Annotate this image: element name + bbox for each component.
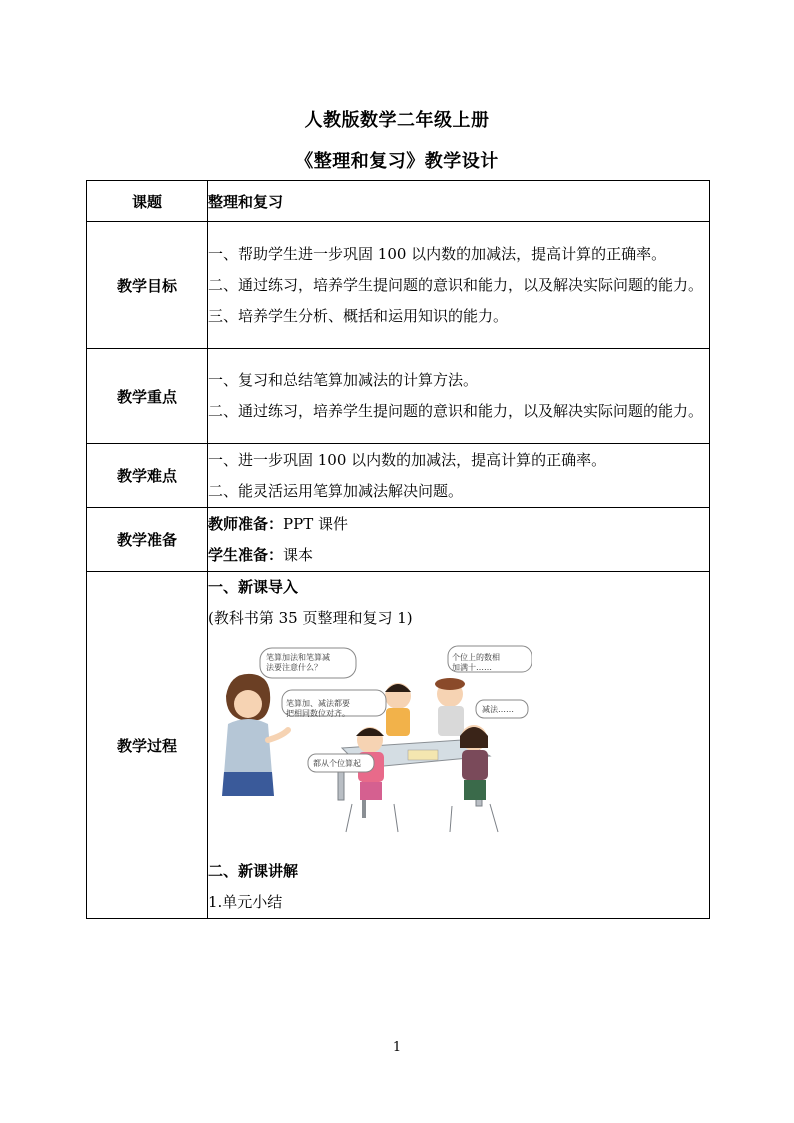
row-key-points bbox=[87, 349, 710, 444]
unit-summary-item: 1.单元小结 bbox=[208, 893, 283, 911]
classroom-illustration bbox=[212, 644, 532, 838]
teacher-figure-icon bbox=[222, 674, 288, 796]
value-key-points bbox=[208, 349, 710, 444]
label-preparation: 教学准备 bbox=[87, 508, 208, 572]
value-difficulties bbox=[208, 444, 710, 508]
label-process: 教学过程 bbox=[87, 572, 208, 919]
goal-line-2: 二、通过练习，培养学生提问题的意识和能力，以及解决实际问题的能力。 bbox=[208, 275, 704, 294]
student-preparation-value: 课本 bbox=[283, 545, 314, 564]
value-goals bbox=[208, 222, 710, 349]
student-preparation-label: 学生准备： bbox=[208, 545, 284, 564]
document-subtitle: 《整理和复习》教学设计 bbox=[295, 151, 499, 172]
lesson-plan-table bbox=[86, 180, 710, 919]
girl-bottom-bubble-text: 都从个位算起 bbox=[313, 759, 361, 768]
boy-bubble-text: 个位上的数相加满十…… bbox=[452, 653, 500, 672]
teacher-preparation-value: PPT 课件 bbox=[283, 514, 348, 533]
section-lecture-heading: 二、新课讲解 bbox=[208, 862, 299, 880]
teacher-preparation bbox=[208, 509, 709, 540]
girl-right-bubble-text: 减法…… bbox=[482, 705, 514, 714]
row-preparation bbox=[87, 508, 710, 572]
key-point-line-1: 一、复习和总结笔算加减法的计算方法。 bbox=[208, 371, 479, 389]
goal-line-3: 三、培养学生分析、概括和运用知识的能力。 bbox=[208, 306, 509, 325]
teacher-preparation-label: 教师准备： bbox=[208, 514, 284, 533]
label-difficulties: 教学难点 bbox=[87, 444, 208, 508]
difficulty-line-2: 二、能灵活运用笔算加减法解决问题。 bbox=[208, 481, 464, 500]
difficulty-line-1: 一、进一步巩固 100 以内数的加减法，提高计算的正确率。 bbox=[208, 450, 607, 469]
key-point-line-2: 二、通过练习，培养学生提问题的意识和能力，以及解决实际问题的能力。 bbox=[208, 402, 704, 420]
textbook-reference: (教科书第 35 页整理和复习 1) bbox=[208, 609, 413, 627]
label-goals: 教学目标 bbox=[87, 222, 208, 349]
student-preparation bbox=[208, 540, 709, 571]
page-number: 1 bbox=[392, 1040, 402, 1055]
label-topic: 课题 bbox=[87, 181, 208, 222]
section-intro-heading: 一、新课导入 bbox=[208, 578, 299, 596]
row-process bbox=[87, 572, 710, 919]
value-process bbox=[208, 572, 710, 919]
row-difficulties bbox=[87, 444, 710, 508]
row-goals bbox=[87, 222, 710, 349]
girl-middle-bubble-text: 笔算加、减法都要把相同数位对齐。 bbox=[286, 699, 350, 718]
row-topic bbox=[87, 181, 710, 222]
value-topic: 整理和复习 bbox=[208, 181, 710, 222]
label-key-points: 教学重点 bbox=[87, 349, 208, 444]
value-preparation bbox=[208, 508, 710, 572]
document-title: 人教版数学二年级上册 bbox=[304, 110, 490, 131]
goal-line-1: 一、帮助学生进一步巩固 100 以内数的加减法，提高计算的正确率。 bbox=[208, 244, 667, 263]
teacher-bubble-text: 笔算加法和笔算减法要注意什么？ bbox=[266, 653, 330, 672]
